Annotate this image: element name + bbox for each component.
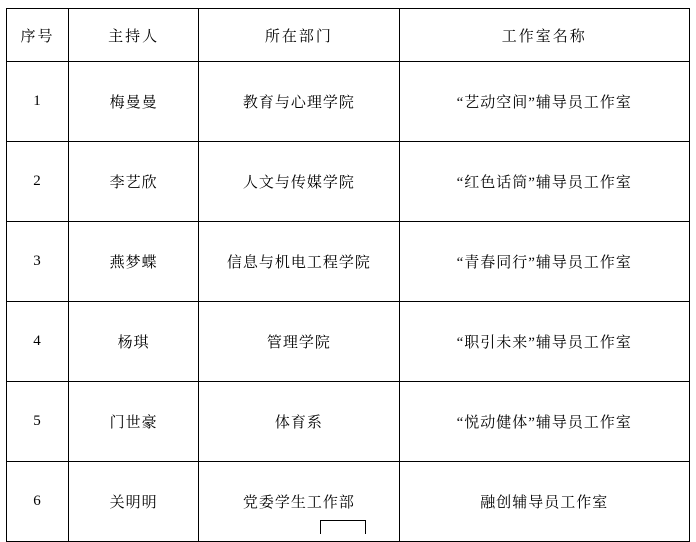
cell-name: “职引未来”辅导员工作室 — [399, 302, 689, 382]
table-row — [7, 142, 690, 222]
table-header — [7, 9, 690, 62]
cell-seq: 2 — [7, 142, 69, 222]
table-row — [7, 62, 690, 142]
table-body — [7, 62, 690, 542]
cell-host: 李艺欣 — [69, 142, 199, 222]
page-bottom-strip — [0, 516, 696, 534]
workshop-table — [6, 8, 690, 542]
cell-host: 门世豪 — [69, 382, 199, 462]
cell-dept: 党委学生工作部 — [199, 462, 399, 542]
cell-seq: 6 — [7, 462, 69, 542]
cell-host: 杨琪 — [69, 302, 199, 382]
cell-name: “青春同行”辅导员工作室 — [399, 222, 689, 302]
table-header-row — [7, 9, 690, 62]
cell-seq: 3 — [7, 222, 69, 302]
table-row — [7, 382, 690, 462]
cell-dept: 人文与传媒学院 — [199, 142, 399, 222]
cell-dept: 体育系 — [199, 382, 399, 462]
column-header-host: 主持人 — [69, 9, 199, 62]
cell-seq: 1 — [7, 62, 69, 142]
cell-dept: 管理学院 — [199, 302, 399, 382]
cell-seq: 5 — [7, 382, 69, 462]
cell-name: “悦动健体”辅导员工作室 — [399, 382, 689, 462]
column-header-seq: 序号 — [7, 9, 69, 62]
cell-name: “红色话筒”辅导员工作室 — [399, 142, 689, 222]
cell-host: 燕梦蝶 — [69, 222, 199, 302]
cell-host: 关明明 — [69, 462, 199, 542]
cell-seq: 4 — [7, 302, 69, 382]
column-header-name: 工作室名称 — [399, 9, 689, 62]
table-row — [7, 222, 690, 302]
column-header-dept: 所在部门 — [199, 9, 399, 62]
cell-host: 梅曼曼 — [69, 62, 199, 142]
cell-name: “艺动空间”辅导员工作室 — [399, 62, 689, 142]
cell-dept: 教育与心理学院 — [199, 62, 399, 142]
cell-dept: 信息与机电工程学院 — [199, 222, 399, 302]
partial-cell-mark — [320, 520, 366, 534]
cell-name: 融创辅导员工作室 — [399, 462, 689, 542]
table-row — [7, 302, 690, 382]
